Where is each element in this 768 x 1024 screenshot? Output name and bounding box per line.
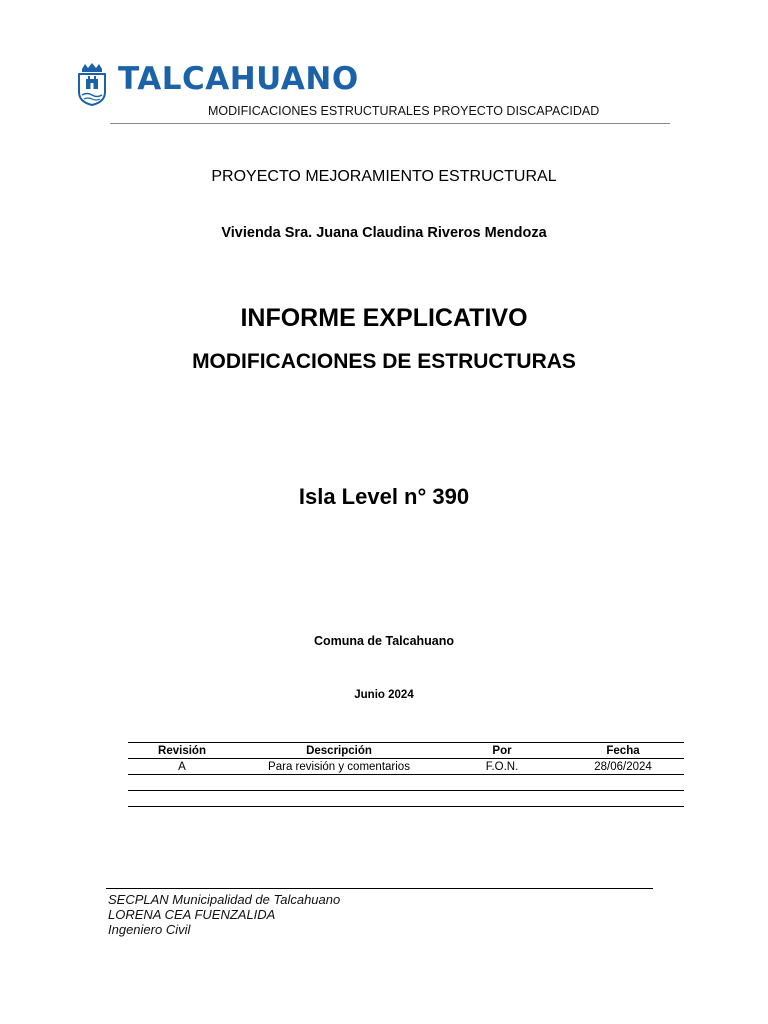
table-header-row: [128, 743, 684, 759]
cell-description: Para revisión y comentarios: [236, 759, 442, 775]
cell-by: [442, 791, 562, 807]
report-subtitle: MODIFICACIONES DE ESTRUCTURAS: [192, 350, 576, 373]
cell-date: 28/06/2024: [562, 759, 684, 775]
table-row: [128, 775, 684, 791]
dwelling-owner: Vivienda Sra. Juana Claudina Riveros Mendoza: [221, 225, 547, 241]
footer-role: Ingeniero Civil: [108, 922, 191, 937]
report-date: Junio 2024: [354, 689, 414, 701]
cell-date: [562, 791, 684, 807]
header-revision: Revisión: [128, 743, 236, 759]
footer-author: LORENA CEA FUENZALIDA: [108, 907, 276, 922]
header-description: Descripción: [236, 743, 442, 759]
address: Isla Level n° 390: [298, 484, 470, 509]
table-row: [128, 791, 684, 807]
cell-date: [562, 775, 684, 791]
header-date: Fecha: [562, 743, 684, 759]
cell-revision: [128, 775, 236, 791]
cell-by: [442, 775, 562, 791]
project-title: PROYECTO MEJORAMIENTO ESTRUCTURAL: [211, 168, 557, 185]
header-subtitle: MODIFICACIONES ESTRUCTURALES PROYECTO DISCAPACIDAD: [208, 104, 600, 118]
municipal-crest-icon: [76, 62, 108, 106]
cell-by: F.O.N.: [442, 759, 562, 775]
cell-revision: A: [128, 759, 236, 775]
header-by: Por: [442, 743, 562, 759]
header-divider: [110, 123, 670, 124]
commune: Comuna de Talcahuano: [313, 634, 455, 648]
table-row: [128, 759, 684, 775]
revision-table: [128, 742, 684, 807]
footer-divider: [106, 888, 653, 889]
brand-name: TALCAHUANO: [118, 61, 359, 97]
cell-description: [236, 791, 442, 807]
cell-revision: [128, 791, 236, 807]
cell-description: [236, 775, 442, 791]
footer-office: SECPLAN Municipalidad de Talcahuano: [108, 892, 341, 907]
report-title: INFORME EXPLICATIVO: [240, 304, 528, 332]
